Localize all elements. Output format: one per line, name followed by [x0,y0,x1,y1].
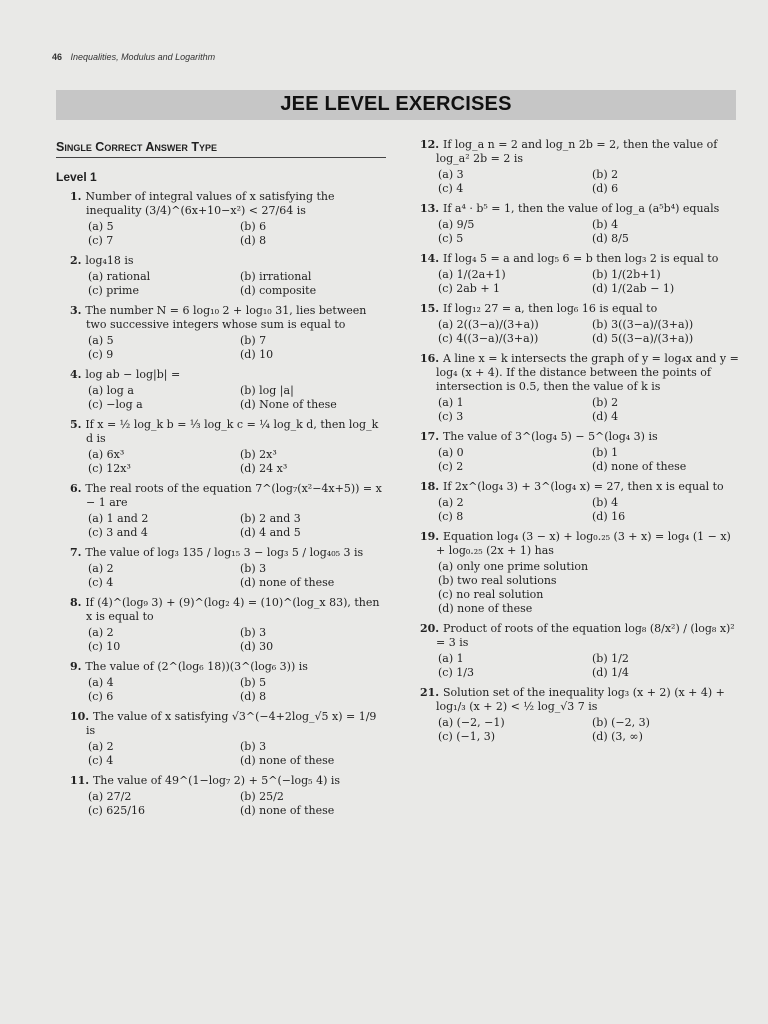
question-text: A line x = k intersects the graph of y = log₄x and y = log₄ (x + 4). If the distance between the points of intersection is 0.5, then the value of k is [436,352,739,393]
question-text: The value of 49^(1−log₇ 2) + 5^(−log₅ 4) is [92,774,341,787]
question-number: 20. [420,622,443,635]
answer-option: (d) 4 [592,410,619,423]
question-item [420,302,740,346]
question-number: 9. [70,660,86,673]
answer-option: (d) 16 [592,510,626,523]
options-group [70,334,386,362]
question-stem [70,710,386,738]
answer-option: (b) log |a| [240,384,294,397]
question-stem [420,530,740,558]
answer-option: (d) 1/(2ab − 1) [592,282,675,295]
answer-option: (c) (−1, 3) [438,730,496,743]
options-group [70,384,386,412]
options-group [70,270,386,298]
question-text: The value of x satisfying √3^(−4+2log_√5 x) = 1/9 is [86,710,377,737]
answer-option: (a) 2 [88,562,114,575]
question-number: 1. [70,190,86,203]
question-item [70,774,386,818]
answer-option: (a) 1 and 2 [88,512,149,525]
answer-option: (d) 30 [240,640,274,653]
answer-option: (b) irrational [240,270,312,283]
question-number: 13. [420,202,443,215]
answer-option: (b) 4 [592,218,619,231]
question-text: The value of 3^(log₄ 5) − 5^(log₄ 3) is [442,430,658,443]
question-number: 16. [420,352,443,365]
answer-option: (d) 5((3−a)/(3+a)) [592,332,694,345]
answer-option: (a) 0 [438,446,464,459]
answer-option: (b) 2 [592,396,619,409]
answer-option: (b) 1 [592,446,619,459]
answer-option: (b) 6 [240,220,267,233]
right-column [420,138,740,750]
answer-option: (d) (3, ∞) [592,730,643,743]
question-item [70,190,386,248]
question-text: If log₄ 5 = a and log₅ 6 = b then log₃ 2 is equal to [442,252,719,265]
question-number: 2. [70,254,86,267]
question-stem [70,418,386,446]
answer-option: (b) 2 and 3 [240,512,301,525]
question-stem [70,368,386,382]
question-item [70,546,386,590]
answer-option: (b) 2 [592,168,619,181]
answer-option: (a) 4 [88,676,114,689]
question-stem [70,304,386,332]
answer-option: (a) 1/(2a+1) [438,268,506,281]
answer-option: (b) 3((3−a)/(3+a)) [592,318,694,331]
left-column [70,190,386,824]
question-number: 3. [70,304,86,317]
chapter-title: Inequalities, Modulus and Logarithm [70,52,216,62]
question-stem [70,482,386,510]
level-heading: Level 1 [56,170,97,184]
answer-option: (b) 5 [240,676,267,689]
answer-option: (a) 2 [88,626,114,639]
answer-option: (a) 5 [88,220,114,233]
answer-option: (d) composite [240,284,317,297]
answer-option: (a) 5 [88,334,114,347]
answer-option: (c) 7 [88,234,114,247]
options-group [420,268,740,296]
question-text: If log₁₂ 27 = a, then log₆ 16 is equal to [442,302,658,315]
answer-option: (c) −log a [88,398,143,411]
question-item [420,252,740,296]
answer-option: (c) 8 [438,510,464,523]
answer-option: (c) 3 [438,410,464,423]
section-heading: Single Correct Answer Type [56,140,386,158]
question-item [70,418,386,476]
question-stem [420,302,740,316]
question-number: 18. [420,480,443,493]
answer-option: (d) 1/4 [592,666,629,679]
options-group [420,652,740,680]
answer-option: (c) 9 [88,348,114,361]
answer-option: (d) none of these [438,602,533,615]
answer-option: (a) (−2, −1) [438,716,505,729]
question-number: 6. [70,482,86,495]
question-stem [420,352,740,394]
answer-option: (c) 625/16 [88,804,145,817]
options-group [420,560,740,616]
question-item [70,596,386,654]
answer-option: (c) 4((3−a)/(3+a)) [438,332,539,345]
question-number: 21. [420,686,443,699]
question-stem [70,254,386,268]
options-group [70,740,386,768]
answer-option: (c) 4 [88,754,114,767]
question-text: Product of roots of the equation log₈ (8/x²) / (log₈ x)² = 3 is [436,622,735,649]
question-text: log₄18 is [85,254,134,267]
question-number: 14. [420,252,443,265]
question-number: 11. [70,774,93,787]
answer-option: (b) 1/2 [592,652,629,665]
options-group [420,446,740,474]
options-group [420,396,740,424]
answer-option: (c) 3 and 4 [88,526,148,539]
question-stem [420,686,740,714]
answer-option: (b) two real solutions [438,574,557,587]
answer-option: (c) prime [88,284,139,297]
options-group [70,790,386,818]
answer-option: (b) 3 [240,740,267,753]
options-group [420,496,740,524]
question-item [420,480,740,524]
options-group [70,676,386,704]
question-item [70,660,386,704]
answer-option: (b) 3 [240,562,267,575]
question-stem [420,138,740,166]
answer-option: (d) 24 x³ [240,462,288,475]
answer-option: (a) 2 [88,740,114,753]
question-item [70,368,386,412]
question-stem [70,546,386,560]
question-number: 10. [70,710,93,723]
answer-option: (d) 4 and 5 [240,526,301,539]
answer-option: (c) 2ab + 1 [438,282,501,295]
question-number: 4. [70,368,86,381]
question-number: 7. [70,546,86,559]
question-item [420,622,740,680]
question-stem [70,190,386,218]
answer-option: (a) 9/5 [438,218,475,231]
question-item [420,530,740,616]
answer-option: (b) 25/2 [240,790,284,803]
question-number: 5. [70,418,86,431]
answer-option: (b) 7 [240,334,267,347]
question-stem [70,596,386,624]
answer-option: (c) 4 [438,182,464,195]
question-number: 19. [420,530,443,543]
answer-option: (d) none of these [240,754,335,767]
answer-option: (d) 10 [240,348,274,361]
exercise-banner [56,90,736,120]
answer-option: (c) no real solution [438,588,544,601]
question-item [420,430,740,474]
answer-option: (d) 8 [240,690,267,703]
answer-option: (c) 2 [438,460,464,473]
question-number: 15. [420,302,443,315]
banner-title: JEE LEVEL EXERCISES [280,93,512,115]
answer-option: (c) 5 [438,232,464,245]
question-item [420,686,740,744]
question-text: Number of integral values of x satisfying the inequality (3/4)^(6x+10−x²) < 27/64 is [85,190,335,217]
options-group [70,448,386,476]
question-text: If x = ½ log_k b = ⅓ log_k c = ¼ log_k d, then log_k d is [85,418,379,445]
answer-option: (c) 12x³ [88,462,131,475]
answer-option: (c) 10 [88,640,121,653]
answer-option: (a) 3 [438,168,464,181]
answer-option: (b) 4 [592,496,619,509]
question-stem [420,480,740,494]
answer-option: (d) None of these [240,398,337,411]
answer-option: (d) none of these [592,460,687,473]
question-number: 8. [70,596,86,609]
options-group [420,318,740,346]
answer-option: (c) 6 [88,690,114,703]
options-group [420,218,740,246]
question-text: Solution set of the inequality log₃ (x + 2) (x + 4) + log₁/₃ (x + 2) < ½ log_√3 7 is [436,686,725,713]
question-stem [420,202,740,216]
answer-option: (a) only one prime solution [438,560,589,573]
question-item [70,482,386,540]
answer-option: (a) 2((3−a)/(3+a)) [438,318,539,331]
answer-option: (d) 8/5 [592,232,629,245]
question-text: The number N = 6 log₁₀ 2 + log₁₀ 31, lies between two successive integers whose sum is equal to [85,304,367,331]
question-text: If (4)^(log₉ 3) + (9)^(log₂ 4) = (10)^(log_x 83), then x is equal to [85,596,380,623]
options-group [70,512,386,540]
question-text: If log_a n = 2 and log_n 2b = 2, then the value of log_a² 2b = 2 is [436,138,718,165]
question-item [420,202,740,246]
answer-option: (d) none of these [240,804,335,817]
question-stem [420,622,740,650]
question-number: 17. [420,430,443,443]
answer-option: (d) none of these [240,576,335,589]
answer-option: (b) 3 [240,626,267,639]
options-group [420,168,740,196]
answer-option: (c) 4 [88,576,114,589]
page-number: 46 [52,52,63,62]
options-group [420,716,740,744]
question-text: If a⁴ · b⁵ = 1, then the value of log_a (a⁵b⁴) equals [442,202,720,215]
question-item [420,138,740,196]
options-group [70,220,386,248]
question-text: If 2x^(log₄ 3) + 3^(log₄ x) = 27, then x is equal to [442,480,724,493]
running-header [52,52,215,62]
question-number: 12. [420,138,443,151]
question-item [70,710,386,768]
question-stem [420,430,740,444]
answer-option: (c) 1/3 [438,666,474,679]
answer-option: (d) 6 [592,182,619,195]
question-text: The real roots of the equation 7^(log₇(x²−4x+5)) = x − 1 are [85,482,382,509]
question-stem [70,774,386,788]
answer-option: (a) 1 [438,652,464,665]
answer-option: (d) 8 [240,234,267,247]
question-text: The value of (2^(log₆ 18))(3^(log₆ 3)) is [85,660,308,673]
question-item [420,352,740,424]
options-group [70,562,386,590]
options-group [70,626,386,654]
question-text: Equation log₄ (3 − x) + log₀.₂₅ (3 + x) = log₄ (1 − x) + log₀.₂₅ (2x + 1) has [436,530,731,557]
question-text: The value of log₃ 135 / log₁₅ 3 − log₃ 5 / log₄₀₅ 3 is [85,546,364,559]
answer-option: (a) rational [88,270,151,283]
answer-option: (a) 6x³ [88,448,125,461]
question-stem [70,660,386,674]
question-item [70,304,386,362]
answer-option: (a) 27/2 [88,790,132,803]
answer-option: (a) log a [88,384,134,397]
answer-option: (b) 1/(2b+1) [592,268,661,281]
question-stem [420,252,740,266]
answer-option: (b) 2x³ [240,448,277,461]
answer-option: (a) 2 [438,496,464,509]
question-text: log ab − log|b| = [85,368,181,381]
question-item [70,254,386,298]
answer-option: (a) 1 [438,396,464,409]
answer-option: (b) (−2, 3) [592,716,650,729]
